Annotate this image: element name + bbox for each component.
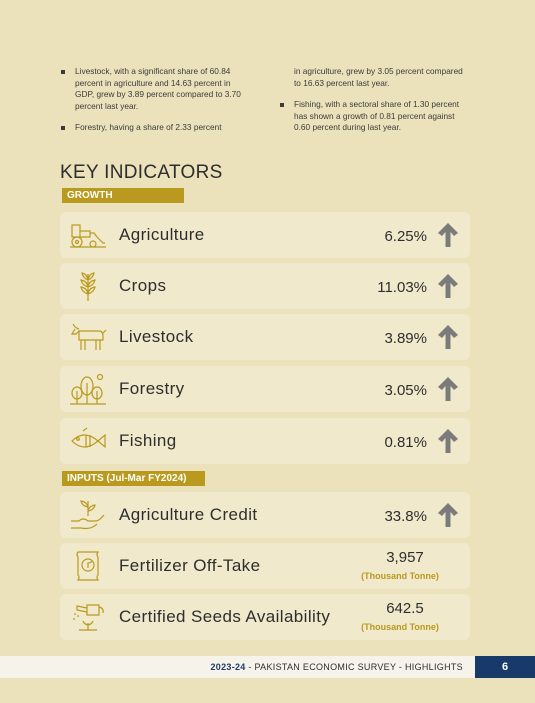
goat-icon <box>69 321 107 353</box>
bullet-text: Livestock, with a significant share of 60.84 percent in agriculture and 14.63 percent in GDP, grew by 3.89 percent compared to 3.70 percent last year. <box>75 66 241 111</box>
indicator-card-agriculture <box>60 212 470 258</box>
indicator-value: 3.89% <box>384 330 427 347</box>
indicator-card-agriculture-credit <box>60 492 470 538</box>
up-arrow-icon <box>437 273 459 299</box>
indicator-label: Forestry <box>119 379 185 398</box>
indicator-unit: (Thousand Tonne) <box>361 571 439 581</box>
indicator-value: 3,957 <box>386 549 424 566</box>
up-arrow-icon <box>437 222 459 248</box>
indicator-label: Certified Seeds Availability <box>119 607 331 626</box>
fertilizer-bag-icon <box>69 550 107 582</box>
up-arrow-icon <box>437 324 459 350</box>
wheat-icon <box>69 270 107 302</box>
page-number: 6 <box>475 656 535 678</box>
bullet-fishing <box>279 99 464 134</box>
bullets-right-column <box>279 66 464 144</box>
inputs-tag: INPUTS (Jul-Mar FY2024) <box>62 471 205 486</box>
indicator-label: Fertilizer Off-Take <box>119 556 261 575</box>
bullets-left-column <box>60 66 245 144</box>
bullet-text: Forestry, having a share of 2.33 percent <box>75 122 222 132</box>
indicator-value: 33.8% <box>384 508 427 525</box>
fish-icon <box>69 425 107 457</box>
indicator-unit: (Thousand Tonne) <box>361 622 439 632</box>
growth-tag: GROWTH <box>62 188 184 203</box>
bullet-forestry-continued <box>279 66 464 89</box>
section-heading: KEY INDICATORS <box>60 162 223 183</box>
indicator-card-fertilizer <box>60 543 470 589</box>
indicator-label: Livestock <box>119 327 194 346</box>
indicator-card-fishing <box>60 418 470 464</box>
up-arrow-icon <box>437 428 459 454</box>
footer-text <box>210 656 463 678</box>
indicator-label: Agriculture <box>119 225 205 244</box>
tractor-icon <box>69 219 107 251</box>
trees-icon <box>69 373 107 405</box>
indicator-card-seeds <box>60 594 470 640</box>
indicator-value: 11.03% <box>377 279 427 296</box>
bullet-forestry <box>60 122 245 134</box>
indicator-value: 0.81% <box>384 434 427 451</box>
hand-plant-icon <box>69 499 107 531</box>
indicator-value: 6.25% <box>384 228 427 245</box>
indicator-card-livestock <box>60 314 470 360</box>
indicator-card-crops <box>60 263 470 309</box>
indicator-card-forestry <box>60 366 470 412</box>
bullet-text: Fishing, with a sectoral share of 1.30 percent has shown a growth of 0.81 percent against 0.60 percent during last year. <box>294 99 460 132</box>
watering-can-icon <box>69 601 107 633</box>
indicator-value: 3.05% <box>384 382 427 399</box>
indicator-label: Crops <box>119 276 167 295</box>
bullet-dot <box>280 103 284 107</box>
indicator-value: 642.5 <box>386 600 424 617</box>
bullet-text: in agriculture, grew by 3.05 percent compared to 16.63 percent last year. <box>294 66 463 88</box>
footer-year: 2023-24 <box>210 662 246 672</box>
indicator-label: Fishing <box>119 431 177 450</box>
footer-title: - PAKISTAN ECONOMIC SURVEY - HIGHLIGHTS <box>245 662 463 672</box>
page-footer <box>0 656 535 678</box>
bullet-dot <box>61 126 65 130</box>
bullet-dot <box>61 70 65 74</box>
up-arrow-icon <box>437 376 459 402</box>
bullet-livestock <box>60 66 245 112</box>
up-arrow-icon <box>437 502 459 528</box>
indicator-label: Agriculture Credit <box>119 505 258 524</box>
